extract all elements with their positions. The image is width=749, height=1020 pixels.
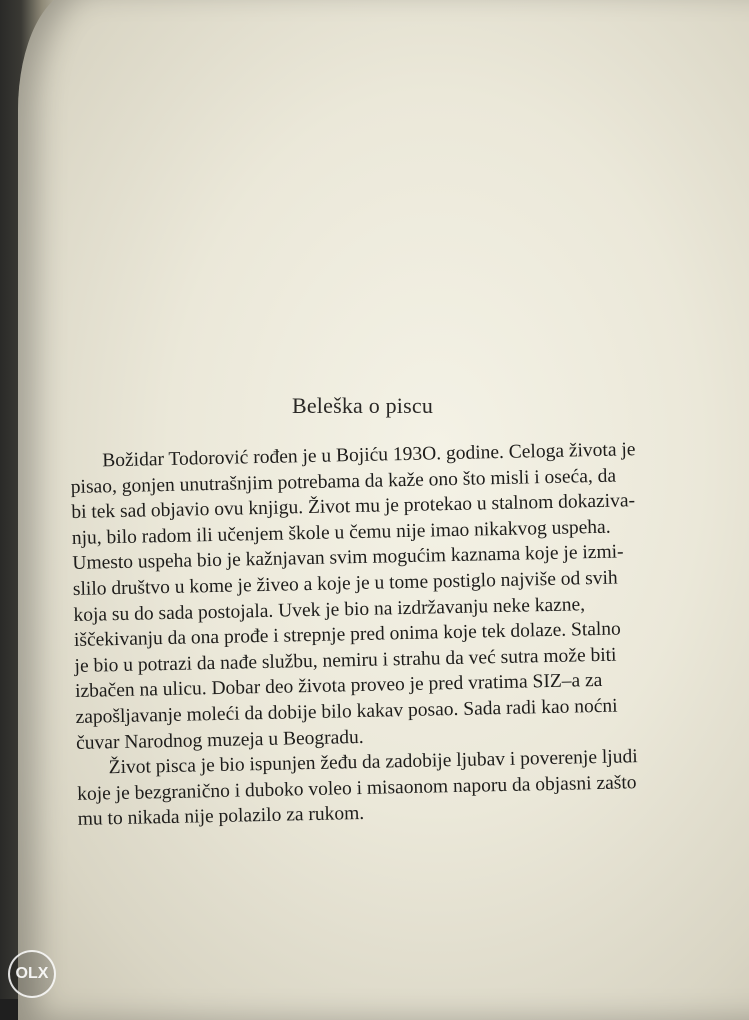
text-line: je bio u potrazi da nađe službu, nemiru i strahu da već sutra može biti (74, 644, 617, 677)
text-line: koje je bezgranično i duboko voleo i misaonom naporu da objasni zašto (77, 771, 637, 805)
text-line: čuvar Narodnog muzeja u Beogradu. (75, 726, 364, 754)
text-line: slilo društvo u kome je živeo a koje je u tome postiglo najviše od svih (72, 567, 618, 600)
text-line: iščekivanju da ona prođe i strepnje pred onima koje tek dolaze. Stalno (73, 618, 622, 652)
text-line: izbačen na ulicu. Dobar deo života proveo je pred vratima SIZ–a za (74, 670, 603, 703)
text-line: mu to nikada nije polazilo za rukom. (77, 803, 365, 831)
text-line: zapošljavanje moleći da dobije bilo kakav posao. Sada radi kao noćni (75, 695, 618, 728)
body-text (70, 435, 738, 833)
text-line: nju, bilo radom ili učenjem škole u čemu nije imao nikakvog uspeha. (71, 516, 611, 549)
text-line: Umesto uspeha bio je kažnjavan svim mogućim kaznama koje je izmi- (72, 541, 624, 575)
show-through-text (505, 245, 625, 286)
page-title: Beleška o piscu (291, 393, 434, 418)
text-line: Božidar Todorović rođen je u Bojiću 193O. godine. Celoga života je (102, 439, 636, 472)
text-line: pisao, gonjen unutrašnjim potrebama da kaže ono što misli i oseća, da (70, 465, 617, 498)
olx-watermark-logo: OLX (8, 950, 56, 998)
text-line: Život pisca je bio ispunjen žeđu da zadobije ljubav i poverenje ljudi (108, 746, 638, 779)
text-line: bi tek sad objavio ovu knjigu. Život mu je protekao u stalnom dokaziva- (71, 490, 636, 524)
text-line: koja su do sada postojala. Uvek je bio na izdržavanju neke kazne, (73, 593, 586, 626)
